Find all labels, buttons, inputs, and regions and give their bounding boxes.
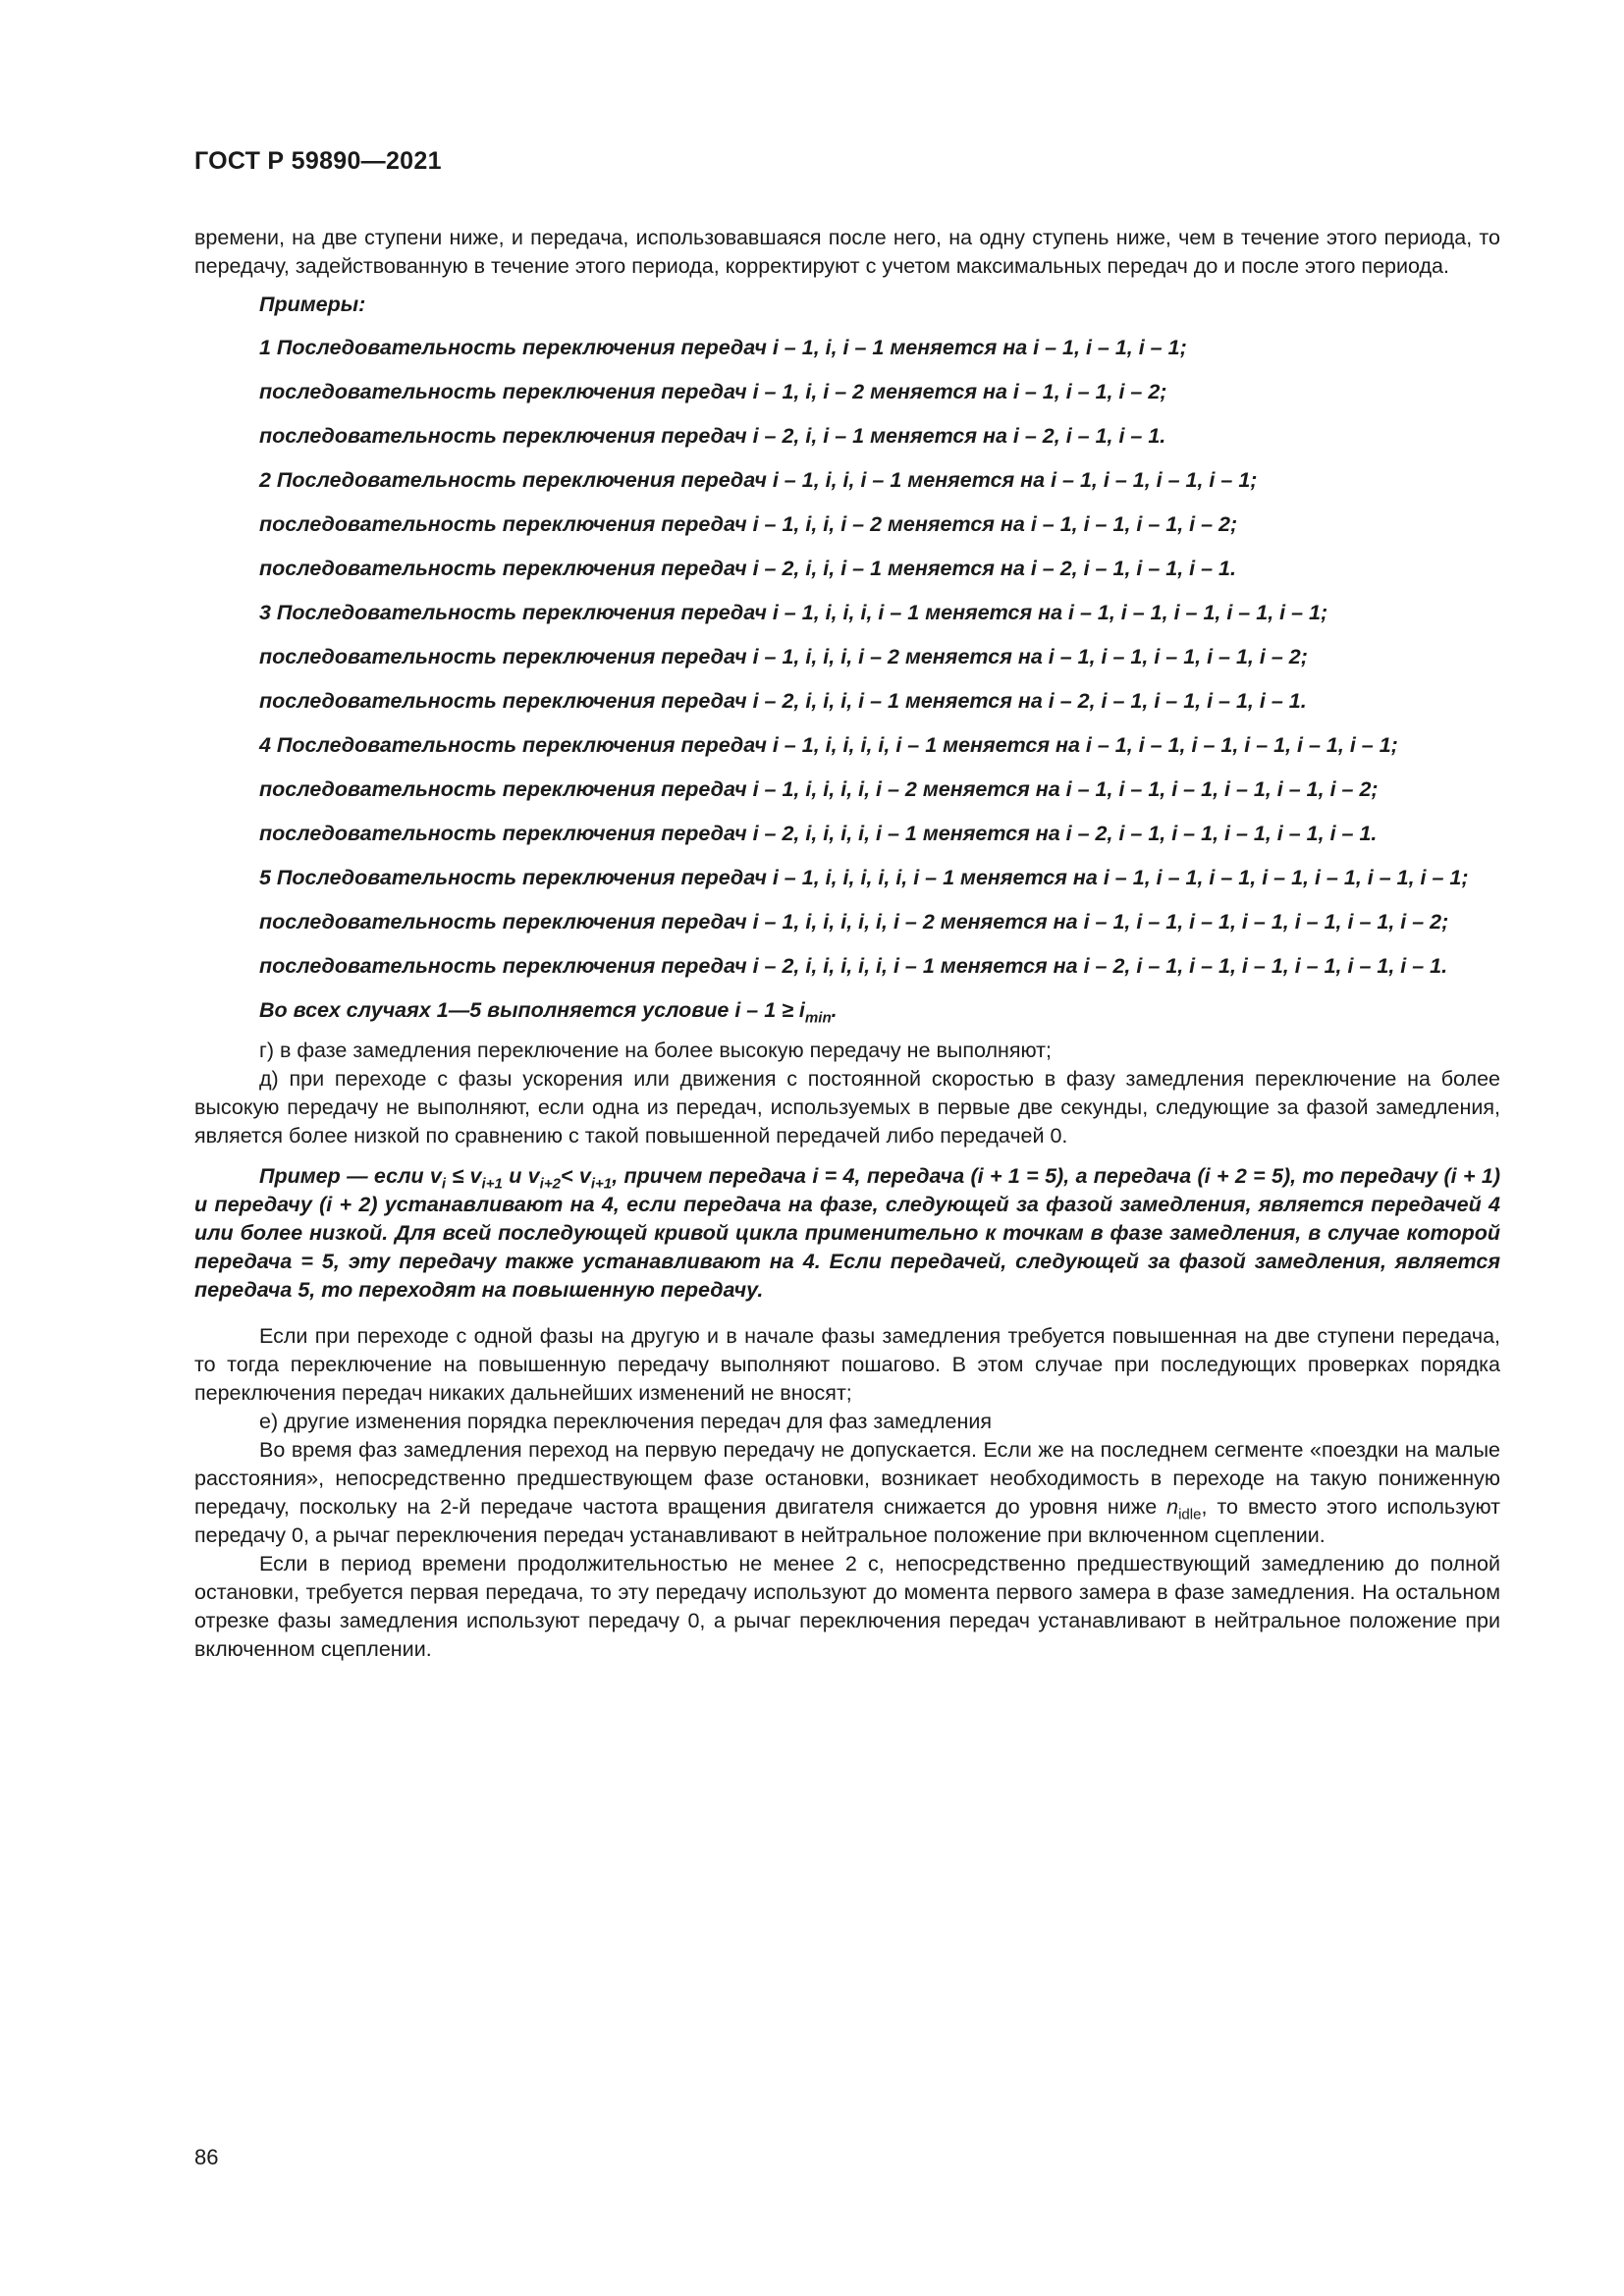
example-text: и v <box>502 1164 540 1188</box>
condition-line <box>194 996 1500 1025</box>
example-subscript: i <box>441 1175 447 1193</box>
examples-title: Примеры: <box>259 293 366 316</box>
example-line: последовательность переключения передач i – 1, i, i, i, i, i – 2 меняется на i – 1, i – 1, i – 1, i – 1, i – 1, i – 2; <box>259 777 1379 801</box>
example-line: последовательность переключения передач i – 1, i, i, i – 2 меняется на i – 1, i – 1, i – 1, i – 2; <box>259 512 1238 536</box>
variable-subscript: idle <box>1178 1506 1202 1523</box>
intro-paragraph: времени, на две ступени ниже, и передача, использовавшаяся после него, на одну ступень ниже, чем в течение этого периода, то передачу, задействованную в течение этого периода, корректируют с учетом максимальных передач до и после этого периода. <box>194 226 1500 278</box>
page-number: 86 <box>194 2145 219 2169</box>
condition-subscript: min <box>804 1009 832 1027</box>
example-text: ≤ v <box>446 1164 482 1188</box>
example-line: 5 Последовательность переключения передач i – 1, i, i, i, i, i, i – 1 меняется на i – 1, i – 1, i – 1, i – 1, i – 1, i – 1, i – 1; <box>259 866 1469 889</box>
example-line: 3 Последовательность переключения передач i – 1, i, i, i, i – 1 меняется на i – 1, i – 1, i – 1, i – 1, i – 1; <box>259 601 1328 624</box>
example-line: последовательность переключения передач i – 2, i, i, i, i, i, i – 1 меняется на i – 2, i – 1, i – 1, i – 1, i – 1, i – 1, i – 1. <box>259 954 1448 978</box>
upshift-paragraph: Если при переходе с одной фазы на другую и в начале фазы замедления требуется повышенная на две ступени передача, то тогда переключение на повышенную передачу выполняют пошагово. В этом случае при последующих проверках порядка переключения передач никаких дальнейших изменений не вносят; <box>194 1324 1500 1405</box>
example-subscript: i+1 <box>481 1175 503 1193</box>
example-line: 2 Последовательность переключения передач i – 1, i, i, i – 1 меняется на i – 1, i – 1, i – 1, i – 1; <box>259 468 1258 492</box>
first-gear-text: , то вместо этого используют передачу 0, а рычаг переключения передач устанавливают в нейтральное положение при включенном сцеплении. <box>194 1495 1500 1547</box>
example-text: Пример — если v <box>259 1164 442 1188</box>
example-text: , причем передача i = 4, передача (i + 1 = 5), а передача (i + 2 = 5), то передачу (i + 1) и передачу (i + 2) устанавливают на 4, если передача на фазе, следующей за фазой замедления, является передачей 4 или более низкой. Для всей последующей кривой цикла применительно к точкам в фазе замедления, в случае которой передача = 5, эту передачу также устанавливают на 4. Если передачей, следующей за фазой замедления, является передача 5, то переходят на повышенную передачу. <box>194 1164 1500 1302</box>
variable-n: n <box>1166 1495 1179 1519</box>
example-line: последовательность переключения передач i – 2, i, i – 1 меняется на i – 2, i – 1, i – 1. <box>259 424 1166 448</box>
example-line: последовательность переключения передач i – 2, i, i, i, i – 1 меняется на i – 2, i – 1, i – 1, i – 1, i – 1. <box>259 689 1307 713</box>
last-paragraph: Если в период времени продолжительностью не менее 2 с, непосредственно предшествующий замедлению до полной остановки, требуется первая передача, то эту передачу используют до момента первого замера в фазе замедления. На остальном отрезке фазы замедления используют передачу 0, а рычаг переключения передач устанавливают в нейтральное положение при включенном сцеплении. <box>194 1552 1500 1661</box>
condition-text: Во всех случаях 1—5 выполняется условие i – 1 ≥ i <box>259 998 805 1022</box>
example-line: последовательность переключения передач i – 2, i, i, i, i, i – 1 меняется на i – 2, i – 1, i – 1, i – 1, i – 1, i – 1. <box>259 822 1378 845</box>
example-subscript: i+1 <box>590 1175 613 1193</box>
document-body <box>194 224 1500 1664</box>
item-e: е) другие изменения порядка переключения передач для фаз замедления <box>259 1410 992 1433</box>
example-line: 1 Последовательность переключения передач i – 1, i, i – 1 меняется на i – 1, i – 1, i – 1; <box>259 336 1187 359</box>
document-header: ГОСТ Р 59890—2021 <box>194 147 442 175</box>
example-subscript: i+2 <box>539 1175 561 1193</box>
first-gear-text: Во время фаз замедления переход на первую передачу не допускается. Если же на последнем сегменте «поездки на малые расстояния», непосредственно предшествующем фазе остановки, возникает необходимость в переходе на такую пониженную передачу, поскольку на 2-й передаче частота вращения двигателя снижается до уровня ниже <box>194 1438 1500 1519</box>
first-gear-paragraph <box>194 1436 1500 1550</box>
example-line: 4 Последовательность переключения передач i – 1, i, i, i, i, i – 1 меняется на i – 1, i – 1, i – 1, i – 1, i – 1, i – 1; <box>259 733 1398 757</box>
example-text: < v <box>560 1164 591 1188</box>
condition-end: . <box>831 998 838 1022</box>
example-block <box>194 1162 1500 1305</box>
example-line: последовательность переключения передач i – 1, i, i – 2 меняется на i – 1, i – 1, i – 2; <box>259 380 1167 403</box>
item-g: г) в фазе замедления переключение на более высокую передачу не выполняют; <box>259 1039 1052 1062</box>
example-line: последовательность переключения передач i – 1, i, i, i, i, i, i – 2 меняется на i – 1, i – 1, i – 1, i – 1, i – 1, i – 1, i – 2; <box>259 910 1449 934</box>
item-d: д) при переходе с фазы ускорения или движения с постоянной скоростью в фазу замедления переключение на более высокую передачу не выполняют, если одна из передач, используемых в первые две секунды, следующие за фазой замедления, является более низкой по сравнению с такой повышенной передачей либо передачей 0. <box>194 1067 1500 1148</box>
example-line: последовательность переключения передач i – 2, i, i, i – 1 меняется на i – 2, i – 1, i – 1, i – 1. <box>259 557 1236 580</box>
example-line: последовательность переключения передач i – 1, i, i, i, i – 2 меняется на i – 1, i – 1, i – 1, i – 1, i – 2; <box>259 645 1308 668</box>
